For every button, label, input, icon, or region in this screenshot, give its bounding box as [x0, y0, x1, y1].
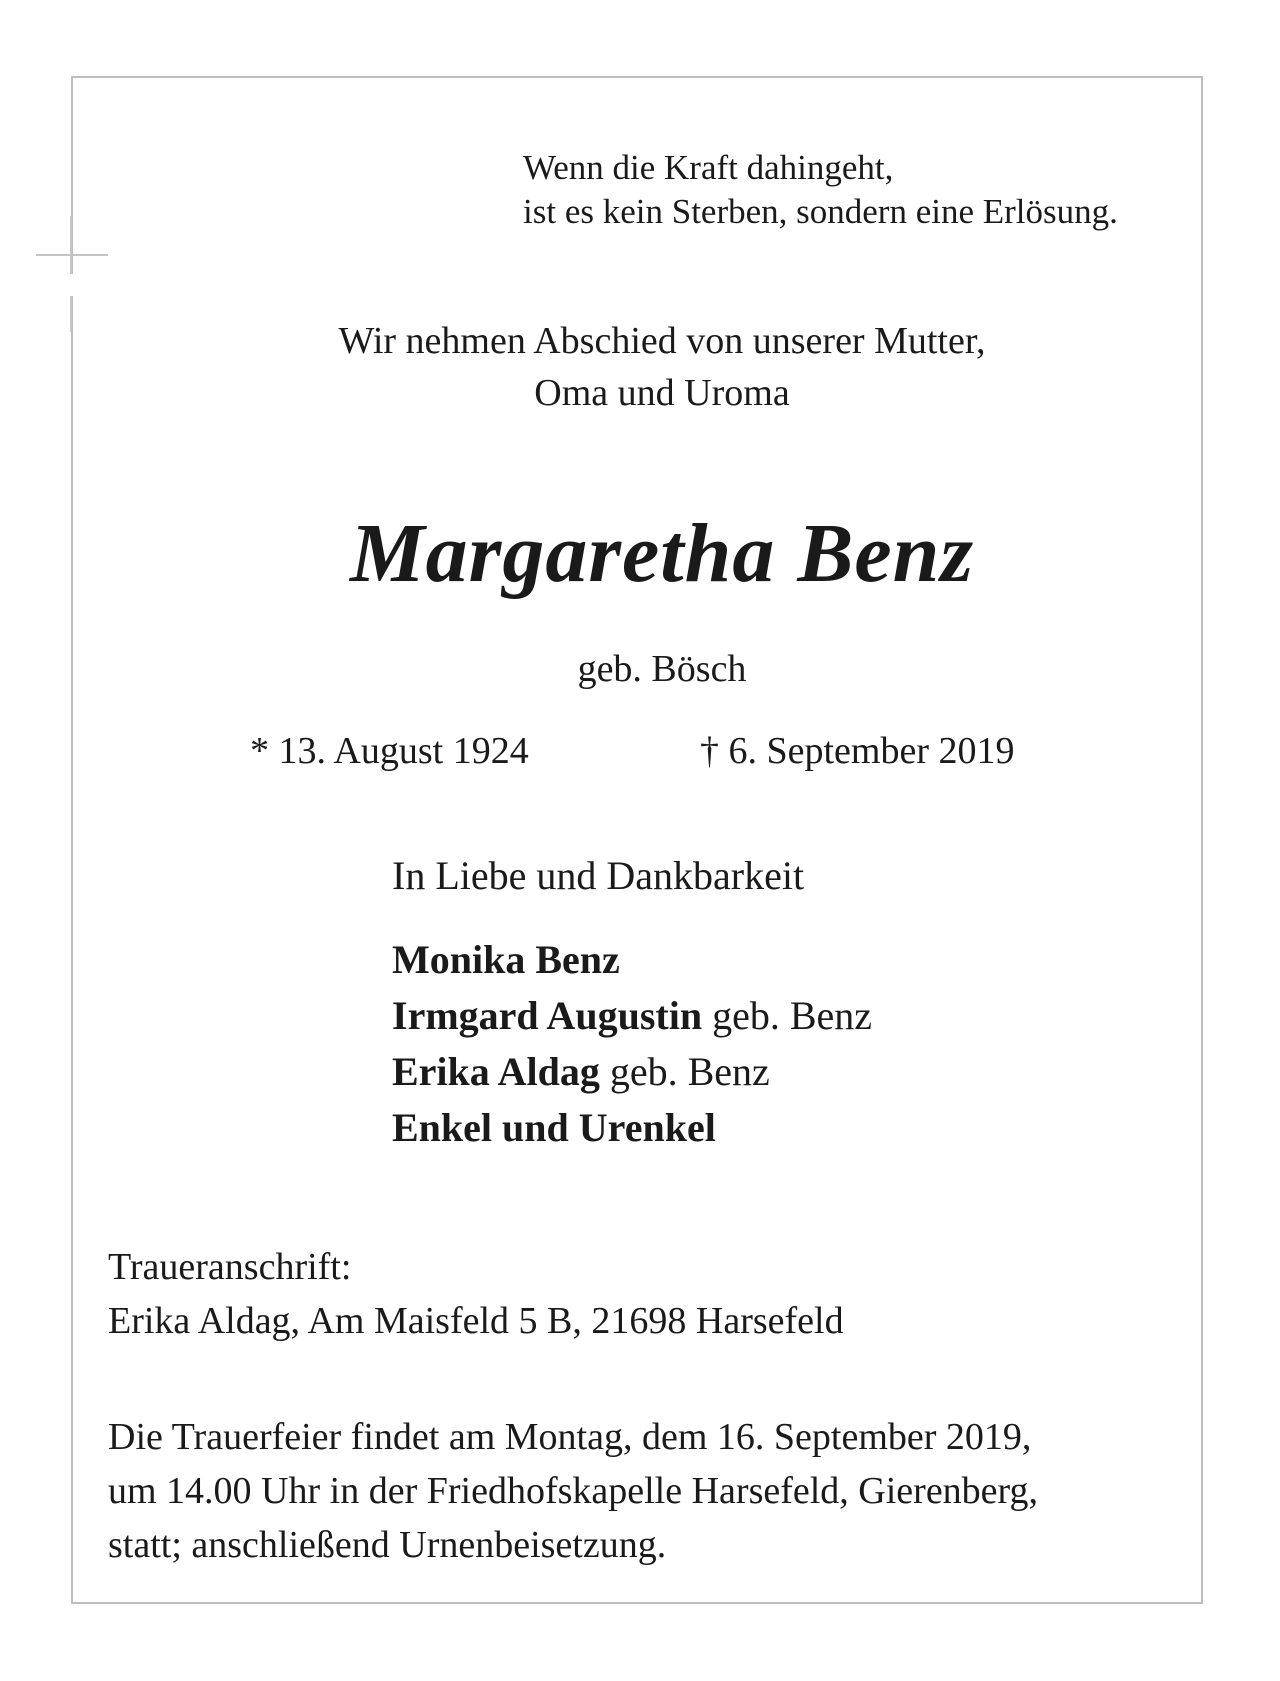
quote-line-2: ist es kein Sterben, sondern eine Erlösung.: [523, 192, 1118, 231]
mourner-4: [392, 1105, 716, 1150]
obituary-frame: [71, 76, 1203, 1604]
cross-icon: [36, 188, 108, 332]
service-line-3: statt; anschließend Urnenbeisetzung.: [108, 1524, 667, 1566]
mourner-2: [392, 993, 873, 1038]
address-value: Erika Aldag, Am Maisfeld 5 B, 21698 Harsefeld: [108, 1300, 844, 1342]
thanks-line: In Liebe und Dankbarkeit: [392, 853, 805, 898]
birth-name: geb. Bösch: [577, 648, 747, 690]
birth-date: * 13. August 1924: [250, 730, 529, 772]
farewell-line-2: Oma und Uroma: [534, 372, 790, 414]
service-line-2: um 14.00 Uhr in der Friedhofskapelle Harsefeld, Gierenberg,: [108, 1470, 1039, 1512]
mourner-2-name: Irmgard Augustin: [392, 993, 703, 1038]
death-date: † 6. September 2019: [700, 730, 1015, 772]
address-label: Traueranschrift:: [108, 1246, 352, 1288]
mourner-2-suffix: geb. Benz: [702, 993, 873, 1038]
mourner-1-name: Monika Benz: [392, 937, 620, 982]
mourner-3: [392, 1049, 770, 1094]
mourner-1: [392, 937, 620, 982]
mourner-4-name: Enkel und Urenkel: [392, 1105, 716, 1150]
deceased-name: Margaretha Benz: [349, 507, 975, 600]
farewell-line-1: Wir nehmen Abschied von unserer Mutter,: [338, 320, 986, 362]
service-line-1: Die Trauerfeier findet am Montag, dem 16. September 2019,: [108, 1416, 1032, 1458]
quote-line-1: Wenn die Kraft dahingeht,: [523, 148, 894, 187]
mourner-3-suffix: geb. Benz: [599, 1049, 770, 1094]
mourner-3-name: Erika Aldag: [392, 1049, 600, 1094]
